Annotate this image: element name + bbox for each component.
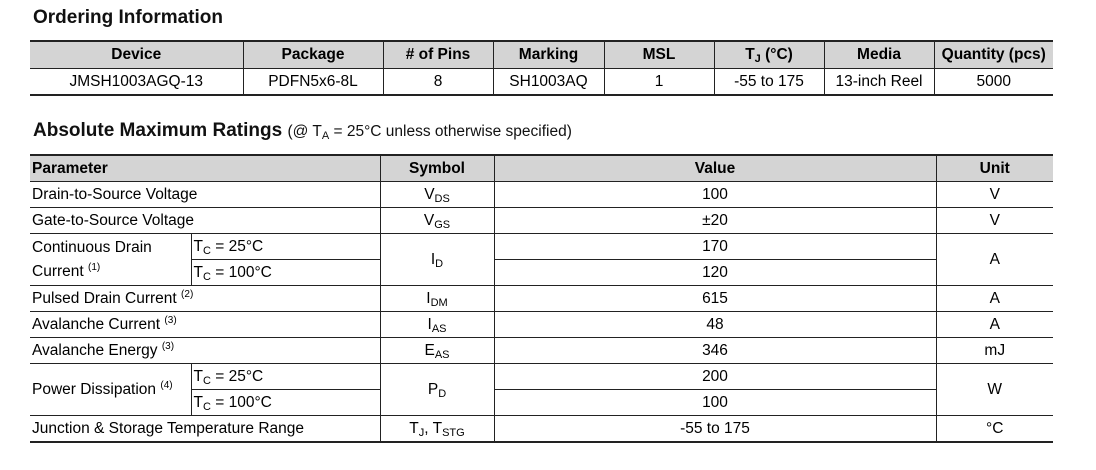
header-marking: Marking — [493, 41, 604, 69]
cell-device: JMSH1003AGQ-13 — [30, 69, 243, 96]
header-pins: # of Pins — [383, 41, 493, 69]
ordering-table — [30, 40, 1053, 96]
cell-marking: SH1003AQ — [493, 69, 604, 96]
header-parameter: Parameter — [30, 155, 380, 182]
header-media: Media — [824, 41, 934, 69]
cell-tj: -55 to 175 — [714, 69, 824, 96]
param-eas: Avalanche Energy $^{(3)}$ — [30, 338, 380, 364]
cell-package: PDFN5x6-8L — [243, 69, 383, 96]
value-vgs: ±20 — [494, 208, 936, 234]
ordering-header-row — [30, 41, 1053, 69]
value-ias: 48 — [494, 312, 936, 338]
symbol-ias: $I_{AS}$ — [380, 312, 494, 338]
value-tj: -55 to 175 — [494, 416, 936, 443]
table-row — [30, 364, 1053, 390]
header-msl: MSL — [604, 41, 714, 69]
value-eas: 346 — [494, 338, 936, 364]
table-row — [30, 69, 1053, 96]
cell-media: 13-inch Reel — [824, 69, 934, 96]
value-pd-25: 200 — [494, 364, 936, 390]
header-unit: Unit — [936, 155, 1053, 182]
symbol-vgs: $V_{GS}$ — [380, 208, 494, 234]
symbol-pd: $P_D$ — [380, 364, 494, 416]
ratings-note: (@ $T_A = 25^\circ C$ unless otherwise specified) — [287, 123, 572, 142]
cond-pd-100: $T_C = 100^\circ C$ — [191, 390, 380, 416]
param-ias: Avalanche Current $^{(3)}$ — [30, 312, 380, 338]
cond-id-100: $T_C = 100^\circ C$ — [191, 260, 380, 286]
unit-tj: °C — [936, 416, 1053, 443]
table-row — [30, 182, 1053, 208]
value-idm: 615 — [494, 286, 936, 312]
unit-eas: mJ — [936, 338, 1053, 364]
table-row — [30, 416, 1053, 443]
param-idm: Pulsed Drain Current $^{(2)}$ — [30, 286, 380, 312]
unit-ias: A — [936, 312, 1053, 338]
cond-pd-25: $T_C = 25^\circ C$ — [191, 364, 380, 390]
cell-quantity: 5000 — [934, 69, 1053, 96]
unit-vds: V — [936, 182, 1053, 208]
symbol-tj: $T_J$, $T_{STG}$ — [380, 416, 494, 443]
table-row — [30, 312, 1053, 338]
header-tj: $T_J$ (°C) — [714, 41, 824, 69]
header-device: Device — [30, 41, 243, 69]
cell-msl: 1 — [604, 69, 714, 96]
table-row — [30, 208, 1053, 234]
cond-id-25: $T_C = 25^\circ C$ — [191, 234, 380, 260]
ordering-title: Ordering Information — [33, 7, 223, 28]
unit-idm: A — [936, 286, 1053, 312]
param-vds: Drain-to-Source Voltage — [30, 182, 380, 208]
symbol-idm: $I_{DM}$ — [380, 286, 494, 312]
value-id-25: 170 — [494, 234, 936, 260]
value-id-100: 120 — [494, 260, 936, 286]
cell-pins: 8 — [383, 69, 493, 96]
table-row — [30, 286, 1053, 312]
unit-id: A — [936, 234, 1053, 286]
table-row — [30, 338, 1053, 364]
symbol-id: $I_D$ — [380, 234, 494, 286]
ratings-title: Absolute Maximum Ratings (@ $T_A = 25^\circ C$ unless otherwise specified) — [33, 120, 572, 142]
ratings-header-row — [30, 155, 1053, 182]
symbol-eas: $E_{AS}$ — [380, 338, 494, 364]
unit-vgs: V — [936, 208, 1053, 234]
unit-pd: W — [936, 364, 1053, 416]
param-pd: Power Dissipation $^{(4)}$ — [30, 364, 191, 416]
header-symbol: Symbol — [380, 155, 494, 182]
param-id: Continuous Drain Current $^{(1)}$ — [30, 234, 191, 286]
value-pd-100: 100 — [494, 390, 936, 416]
table-row — [30, 234, 1053, 260]
value-vds: 100 — [494, 182, 936, 208]
header-value: Value — [494, 155, 936, 182]
header-package: Package — [243, 41, 383, 69]
header-quantity: Quantity (pcs) — [934, 41, 1053, 69]
param-vgs: Gate-to-Source Voltage — [30, 208, 380, 234]
symbol-vds: $V_{DS}$ — [380, 182, 494, 208]
param-tj: Junction & Storage Temperature Range — [30, 416, 380, 443]
ratings-table — [30, 154, 1053, 443]
